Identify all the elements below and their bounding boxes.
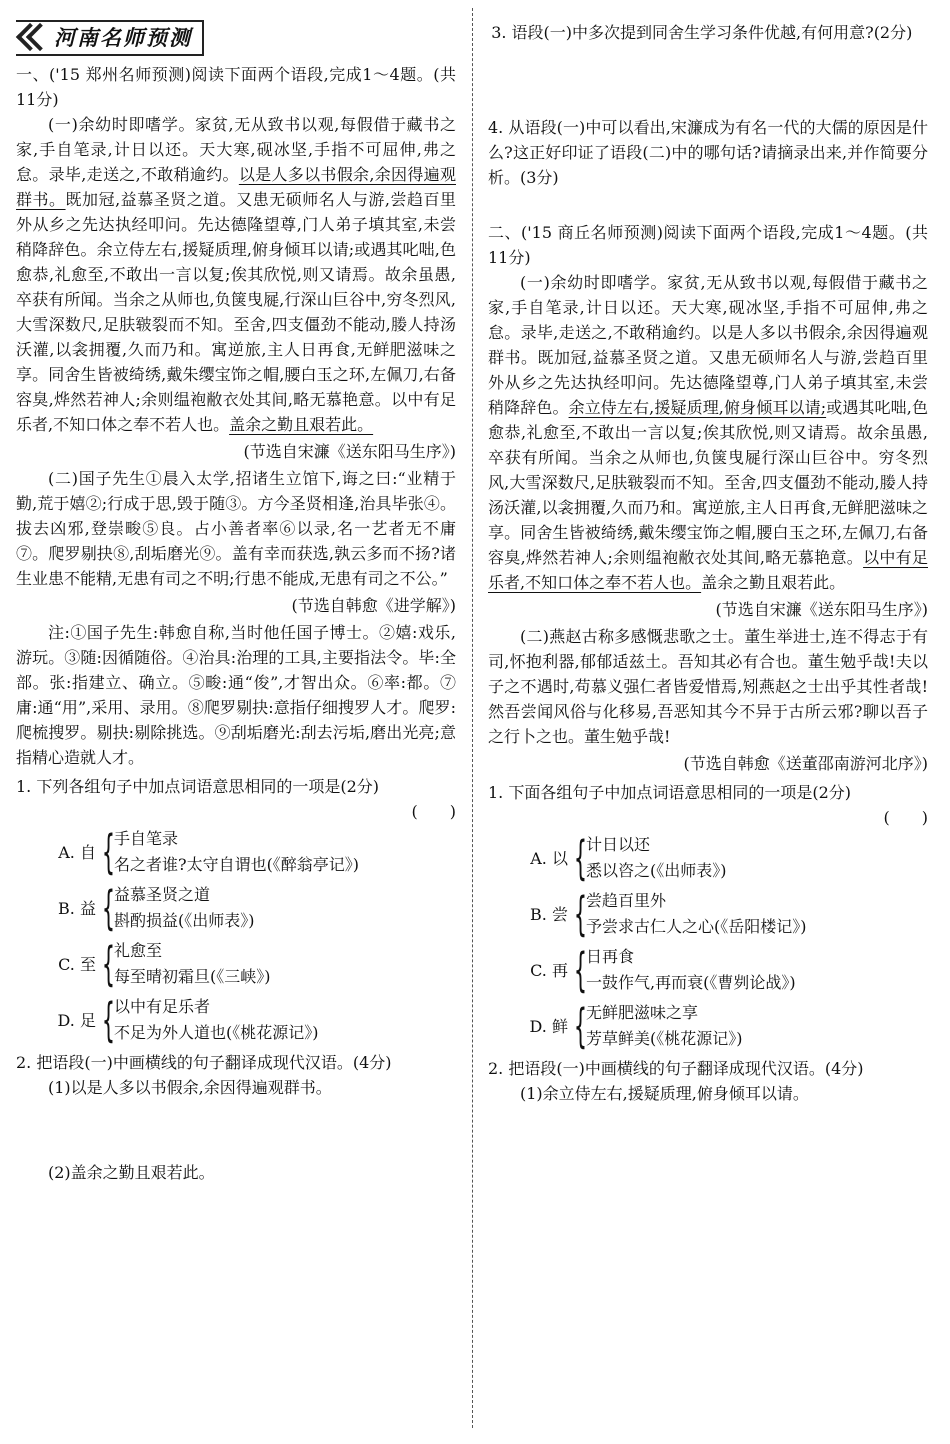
brace-icon: { [573,831,588,885]
brace-icon: { [101,825,116,879]
section-banner [16,20,456,56]
question-2: 2. 把语段(一)中画横线的句子翻译成现代汉语。(4分) [16,1053,392,1072]
brace-icon: { [101,881,116,935]
underlined-sentence: 以中有足乐者,不知口体之奉不若人也。 [488,548,928,592]
double-chevron-icon [16,24,46,52]
underlined-sentence: 余立侍左右,援疑质理,俯身倾耳以请; [568,398,827,417]
brace-icon: { [573,943,588,997]
brace-icon: { [101,993,116,1047]
underlined-sentence: 以是人多以书假余,余因得遍观群书。 [16,165,456,209]
section-heading: 二、('15 商丘名师预测)阅读下面两个语段,完成1～4题。(共11分) [488,223,928,267]
source-citation: (节选自韩愈《进学解》) [291,596,456,615]
option-d: D. 足 { 以中有足乐者 不足为外人道也(《桃花源记》) [57,993,319,1047]
column-divider [472,8,473,1428]
passage-one: (一)余幼时即嗜学。家贫,无从致书以观,每假借于藏书之家,手自笔录,计日以还。天大寒,砚冰坚,手指不可屈伸,弗之怠。录毕,走送之,不敢稍逾约。以是人多以书假余,余因得遍观群书。既加冠,益慕圣贤之道。又患无硕师名人与游,尝趋百里外从乡之先达执经叩问。先达德隆望尊,门人弟子填其室,未尝稍降辞色。余立侍左右,援疑质理,俯身倾耳以请;或遇其叱咄,色愈恭,礼愈至,不敢出一言以复;俟其欣悦,则又请焉。故余虽愚,卒获有所闻。当余之从师也,负箧曳屣,行深山巨谷中,穷冬烈风,大雪深数尺,足肤皲裂而不知。至舍,四支僵劲不能动,媵人持汤沃灌,以衾拥覆,久而乃和。寓逆旅,主人日再食,无鲜肥滋味之享。同舍生皆被绮绣,戴朱缨宝饰之帽,腰白玉之环,左佩刀,右备容臭,烨然若神人;余则缊袍敝衣处其间,略无慕艳意。以中有足乐者,不知口体之奉不若人也。盖余之勤且艰若此。 [16,115,456,434]
brace-icon: { [573,887,588,941]
question-1: 1. 下面各组句子中加点词语意思相同的一项是(2分) [488,783,852,802]
option-d: D. 鲜 { 无鲜肥滋味之享 芳草鲜美(《桃花源记》) [529,999,743,1053]
question-2-part-2: (2)盖余之勤且艰若此。 [48,1163,215,1182]
option-a: A. 以 { 计日以还 悉以咨之(《出师表》) [530,831,727,885]
option-c: C. 至 { 礼愈至 每至晴初霜旦(《三峡》) [58,937,271,991]
question-2-part-1: (1)余立侍左右,援疑质理,俯身倾耳以请。 [520,1084,809,1103]
question-4: 4. 从语段(一)中可以看出,宋濂成为有名一代的大儒的原因是什么?这正好印证了语段(二)中的哪句话?请摘录出来,并作简要分析。(3分) [488,118,928,187]
option-a: A. 自 { 手自笔录 名之者谁?太守自谓也(《醉翁亭记》) [58,825,360,879]
right-column [488,20,928,1106]
option-c: C. 再 { 日再食 一鼓作气,再而衰(《曹刿论战》) [530,943,796,997]
option-b: B. 尝 { 尝趋百里外 予尝求古仁人之心(《岳阳楼记》) [530,887,807,941]
source-citation: (节选自宋濂《送东阳马生序》) [243,442,456,461]
brace-icon: { [573,999,588,1053]
left-column [16,20,456,1185]
passage-one: (一)余幼时即嗜学。家贫,无从致书以观,每假借于藏书之家,手自笔录,计日以还。天大寒,砚冰坚,手指不可屈伸,弗之怠。录毕,走送之,不敢稍逾约。以是人多以书假余,余因得遍观群书。既加冠,益慕圣贤之道。又患无硕师名人与游,尝趋百里外从乡之先达执经叩问。先达德隆望尊,门人弟子填其室,未尝稍降辞色。余立侍左右,援疑质理,俯身倾耳以请;或遇其叱咄,色愈恭,礼愈至,不敢出一言以复;俟其欣悦,则又请焉。故余虽愚,卒获有所闻。当余之从师也,负箧曳屣行深山巨谷中。穷冬烈风,大雪深数尺,足肤皲裂而不知。至舍,四支僵劲不能动,媵人持汤沃灌,以衾拥覆,久而乃和。寓逆旅,主人日再食,无鲜肥滋味之享。同舍生皆被绮绣,戴朱缨宝饰之帽,腰白玉之环,左佩刀,右备容臭,烨然若神人;余则缊袍敝衣处其间,略无慕艳意。以中有足乐者,不知口体之奉不若人也。盖余之勤且艰若此。 [488,273,928,592]
brace-icon: { [101,937,116,991]
underlined-sentence: 盖余之勤且艰若此。 [229,415,374,434]
question-2: 2. 把语段(一)中画横线的句子翻译成现代汉语。(4分) [488,1059,864,1078]
question-1: 1. 下列各组句子中加点词语意思相同的一项是(2分) [16,777,380,796]
section-heading: 一、('15 郑州名师预测)阅读下面两个语段,完成1～4题。(共11分) [16,65,456,109]
answer-blank: ( ) [411,802,456,821]
source-citation: (节选自韩愈《送董邵南游河北序》) [683,754,928,773]
passage-two: (二)国子先生①晨入太学,招诸生立馆下,诲之曰:“业精于勤,荒于嬉②;行成于思,毁于随③。方今圣贤相逢,治具毕张④。拔去凶邪,登崇畯⑤良。占小善者率⑥以录,名一艺者无不庸⑦。爬罗剔抉⑧,刮垢磨光⑨。盖有幸而获选,孰云多而不扬?诸生业患不能精,无患有司之不明;行患不能成,无患有司之不公。” [16,469,456,588]
banner-title: 河南名师预测 [54,25,192,50]
question-3: 3. 语段(一)中多次提到同舍生学习条件优越,有何用意?(2分) [491,23,913,42]
answer-blank: ( ) [883,808,928,827]
source-citation: (节选自宋濂《送东阳马生序》) [715,600,928,619]
annotation-notes: 注:①国子先生:韩愈自称,当时他任国子博士。②嬉:戏乐,游玩。③随:因循随俗。④治具:治理的工具,主要指法令。毕:全部。张:指建立、确立。⑤畯:通“俊”,才智出众。⑥率:都。⑦庸:通“用”,采用、录用。⑧爬罗剔抉:意指仔细搜罗人才。爬罗:爬梳搜罗。剔抉:剔除挑选。⑨刮垢磨光:刮去污垢,磨出光亮;意指精心造就人才。 [16,623,456,767]
option-b: B. 益 { 益慕圣贤之道 斟酌损益(《出师表》) [58,881,255,935]
passage-two: (二)燕赵古称多感慨悲歌之士。董生举进士,连不得志于有司,怀抱利器,郁郁适兹土。吾知其必有合也。董生勉乎哉!夫以子之不遇时,苟慕义强仁者皆爱惜焉,矧燕赵之士出乎其性者哉!然吾尝闻风俗与化移易,吾恶知其今不异于古所云邪?聊以吾子之行卜之也。董生勉乎哉! [488,627,928,746]
question-2-part-1: (1)以是人多以书假余,余因得遍观群书。 [48,1078,332,1097]
